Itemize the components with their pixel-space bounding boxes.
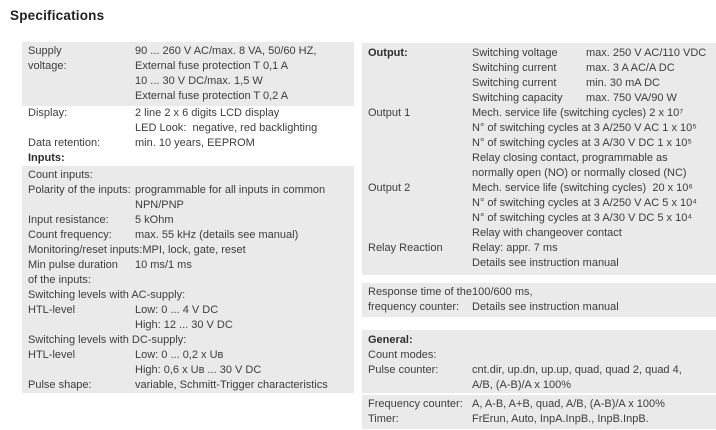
spec-row — [22, 151, 354, 166]
spec-label — [22, 198, 135, 213]
spec-value: NPN/PNP — [135, 199, 184, 211]
spec-row — [22, 363, 354, 378]
spec-value: A/B, (A-B)/A x 100% — [472, 379, 572, 391]
spec-value: variable, Schmitt-Trigger characteristics — [135, 379, 328, 391]
spec-row — [362, 378, 716, 393]
spec-label — [362, 226, 472, 241]
spec-value: 90 ... 260 V AC/max. 8 VA, 50/60 HZ, — [135, 45, 317, 57]
spec-value — [135, 168, 354, 183]
spec-value: Details see instruction manual — [472, 257, 619, 269]
spec-label: Supply — [28, 45, 62, 57]
spec-row — [362, 300, 716, 315]
spec-label — [22, 74, 135, 89]
specifications-table-right — [362, 43, 716, 429]
spec-value: N° of switching cycles at 3 A/30 V DC 5 x 10⁴ — [472, 212, 693, 224]
spec-label: Min pulse duration — [28, 259, 118, 271]
spec-row — [362, 166, 716, 181]
spec-value: High: 12 ... 30 V DC — [135, 319, 233, 331]
spec-row — [362, 121, 716, 136]
spec-label: Response time of the — [368, 286, 472, 298]
spec-row — [362, 61, 716, 76]
spec-label: Monitoring/reset inputs: — [28, 244, 143, 256]
spec-value: Switching capacity — [472, 92, 563, 104]
spec-row — [22, 106, 354, 121]
spec-value — [135, 151, 354, 166]
spec-row — [362, 412, 716, 427]
page-title: Specifications — [10, 8, 105, 23]
spec-row — [22, 348, 354, 363]
spec-label — [22, 121, 135, 136]
spec-row — [22, 198, 354, 213]
spec-row — [22, 183, 354, 198]
spec-label: of the inputs: — [28, 274, 91, 286]
spec-block — [362, 283, 716, 317]
spec-value: cnt.dir, up.dn, up.up, quad, quad 2, quad 4, — [472, 364, 682, 376]
spec-label: Display: — [28, 107, 68, 119]
spec-value: Mech. service life (switching cycles) 2 x 10⁷ — [472, 107, 684, 119]
spec-label: Polarity of the inputs: — [28, 184, 131, 196]
spec-row — [22, 213, 354, 228]
spec-label — [362, 76, 472, 91]
spec-row — [362, 106, 716, 121]
spec-row — [362, 226, 716, 241]
spec-value: External fuse protection T 0,1 A — [135, 60, 289, 72]
spec-value: Switching voltage — [472, 47, 558, 59]
spec-value-2: max. 750 VA/90 W — [586, 92, 677, 104]
spec-value: MPI, lock, gate, reset — [142, 244, 246, 256]
spec-label: Switching levels with DC-supply: — [28, 334, 187, 346]
spec-label: Frequency counter: — [368, 398, 463, 410]
spec-block — [22, 166, 354, 393]
spec-label: Output: — [368, 47, 408, 59]
spec-row — [362, 397, 716, 412]
spec-row — [22, 288, 354, 303]
spec-value: N° of switching cycles at 3 A/250 V AC 1 x 10⁵ — [472, 122, 697, 134]
spec-value: Switching current — [472, 77, 557, 89]
spec-block — [362, 43, 716, 275]
spec-row — [362, 348, 716, 363]
spec-label — [362, 151, 472, 166]
spec-value: Low: 0 ... 0,2 x Uʙ — [135, 349, 224, 361]
spec-value: 10 ms/1 ms — [135, 259, 192, 271]
spec-label — [362, 166, 472, 181]
spec-value: High: 0,6 x Uʙ ... 30 V DC — [135, 364, 262, 376]
spec-value: programmable for all inputs in common — [135, 184, 326, 196]
spec-block — [362, 395, 716, 429]
spec-label: Relay Reaction — [368, 242, 443, 254]
spec-row — [22, 74, 354, 89]
spec-row — [362, 285, 716, 300]
spec-value: min. 10 years, EEPROM — [135, 137, 255, 149]
spec-value: 2 line 2 x 6 digits LCD display — [135, 107, 280, 119]
spec-value-2: min. 30 mA DC — [586, 77, 660, 89]
spec-row — [362, 151, 716, 166]
spec-label: Inputs: — [28, 152, 65, 164]
spec-label — [362, 211, 472, 226]
spec-value: Low: 0 ... 4 V DC — [135, 304, 219, 316]
spec-value: External fuse protection T 0,2 A — [135, 90, 289, 102]
spec-row — [22, 168, 354, 183]
spec-label — [362, 61, 472, 76]
spec-label: Data retention: — [28, 137, 101, 149]
spec-label — [362, 91, 472, 106]
spec-value: N° of switching cycles at 3 A/250 V AC 5 x 10⁴ — [472, 197, 697, 209]
spec-value: normally open (NO) or normally closed (NC) — [472, 167, 687, 179]
spec-label — [362, 136, 472, 151]
spec-row — [362, 136, 716, 151]
spec-label — [22, 318, 135, 333]
spec-row — [362, 181, 716, 196]
spec-row — [22, 303, 354, 318]
spec-value: A, A-B, A+B, quad, A/B, (A-B)/A x 100% — [472, 398, 665, 410]
spec-label: Count modes: — [368, 349, 437, 361]
spec-label: HTL-level — [28, 304, 76, 316]
spec-value: LED Look: negative, red backlighting — [135, 122, 318, 134]
spec-label: Input resistance: — [28, 214, 109, 226]
spec-value: max. 55 kHz (details see manual) — [135, 229, 299, 241]
spec-label: Output 2 — [368, 182, 411, 194]
spec-label: HTL-level — [28, 349, 76, 361]
spec-value: 10 ... 30 V DC/max. 1,5 W — [135, 75, 263, 87]
spec-label: Pulse shape: — [28, 379, 92, 391]
spec-value: Relay closing contact, programmable as — [472, 152, 668, 164]
spec-row — [22, 59, 354, 74]
spec-row — [22, 378, 354, 393]
spec-label — [22, 89, 135, 104]
spec-block — [22, 106, 354, 166]
spec-row — [22, 44, 354, 59]
spec-label: voltage: — [28, 60, 67, 72]
spec-label: frequency counter: — [368, 301, 460, 313]
spec-value-2: max. 250 V AC/110 VDC — [586, 47, 707, 59]
spec-row — [362, 196, 716, 211]
spec-row — [22, 136, 354, 151]
spec-row — [22, 333, 354, 348]
spec-value — [185, 288, 354, 303]
spec-row — [22, 243, 354, 258]
spec-block — [22, 42, 354, 106]
spec-label: Output 1 — [368, 107, 411, 119]
spec-value — [472, 333, 716, 348]
spec-value: Mech. service life (switching cycles) 20 x 10⁶ — [472, 182, 693, 194]
spec-value: 100/600 ms, — [472, 286, 533, 298]
spec-label — [362, 196, 472, 211]
spec-value — [186, 333, 354, 348]
spec-label — [362, 256, 472, 271]
spec-row — [362, 46, 716, 61]
spec-label: Count frequency: — [28, 229, 112, 241]
spec-value — [135, 273, 354, 288]
spec-row — [362, 91, 716, 106]
spec-value: Switching current — [472, 62, 557, 74]
spec-row — [362, 241, 716, 256]
spec-row — [22, 318, 354, 333]
spec-label: General: — [368, 334, 413, 346]
spec-row — [22, 273, 354, 288]
spec-value — [472, 348, 716, 363]
spec-value: Relay with changeover contact — [472, 227, 622, 239]
spec-row — [362, 211, 716, 226]
spec-label — [362, 121, 472, 136]
spec-value: Details see instruction manual — [472, 301, 619, 313]
spec-label: Switching levels with AC-supply: — [28, 289, 186, 301]
spec-row — [22, 121, 354, 136]
spec-row — [362, 363, 716, 378]
spec-row — [362, 256, 716, 271]
spec-label — [362, 378, 472, 393]
spec-value: N° of switching cycles at 3 A/30 V DC 1 x 10⁵ — [472, 137, 692, 149]
spec-label: Timer: — [368, 413, 399, 425]
spec-value: 5 kOhm — [135, 214, 174, 226]
spec-value: Relay: appr. 7 ms — [472, 242, 558, 254]
spec-row — [22, 89, 354, 104]
spec-label — [22, 363, 135, 378]
spec-label: Count inputs: — [28, 169, 93, 181]
spec-value-2: max. 3 A AC/A DC — [586, 62, 675, 74]
spec-row — [362, 333, 716, 348]
spec-row — [22, 258, 354, 273]
specifications-table-left — [22, 42, 354, 393]
spec-row — [362, 76, 716, 91]
spec-label: Pulse counter: — [368, 364, 439, 376]
spec-block — [362, 330, 716, 393]
spec-value: FrErun, Auto, InpA.InpB., InpB.InpB. — [472, 413, 649, 425]
spec-row — [22, 228, 354, 243]
